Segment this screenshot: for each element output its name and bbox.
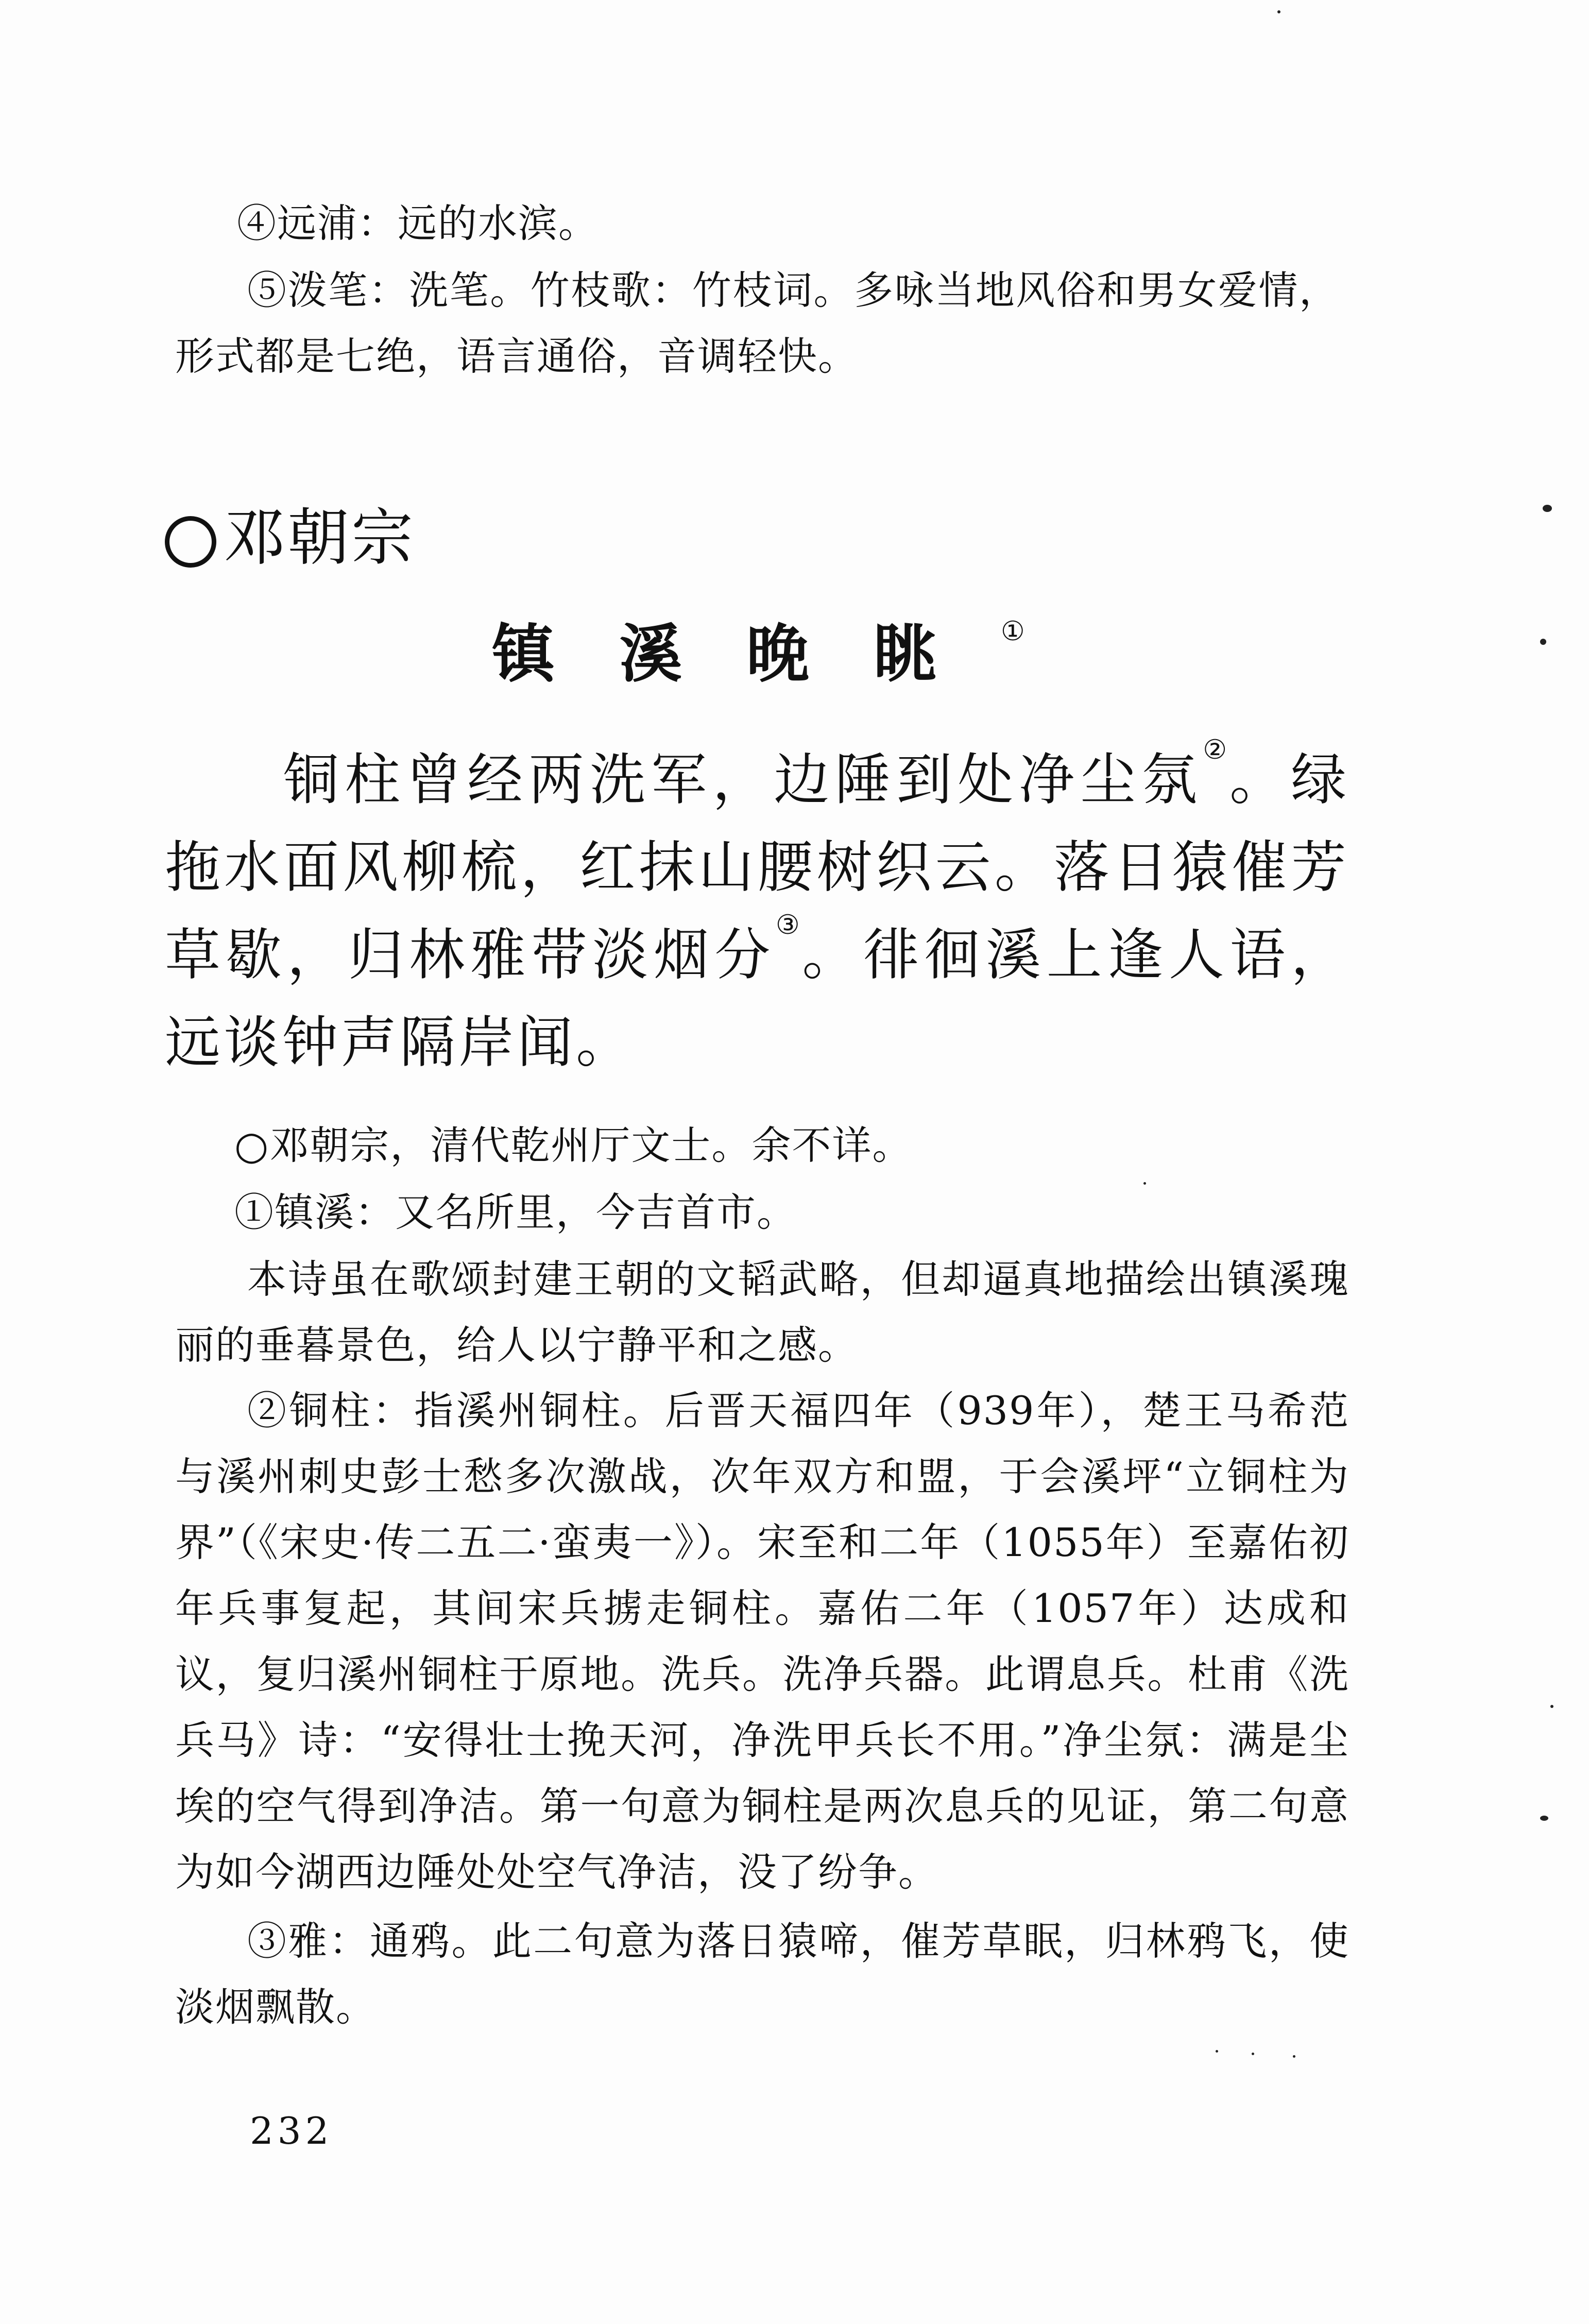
scan-speck <box>1543 505 1552 512</box>
author-name: 邓朝宗 <box>224 502 415 574</box>
poem-body <box>165 734 1349 1087</box>
scan-speck <box>1143 1182 1146 1185</box>
poem-text-part3: 。徘徊溪上逢人语，远谈钟声隔岸闻。 <box>165 923 1349 1075</box>
note-3: ③雅：通鸦。此二句意为落日猿啼，催芳草眠，归林鸦飞，使淡烟飘散。 <box>175 1918 1349 2030</box>
scan-speck <box>1252 2053 1254 2055</box>
author-note: ○邓朝宗，清代乾州厅文士。余不详。 <box>234 1122 913 1168</box>
summary-note: 本诗虽在歌颂封建王朝的文韬武略，但却逼真地描绘出镇溪瑰丽的垂暮景色，给人以宁静平和之感。 <box>175 1256 1349 1368</box>
poem-title-text: 镇溪晚眺 <box>492 618 1001 691</box>
poem-title <box>492 618 1025 690</box>
scan-speck <box>1540 1816 1548 1821</box>
note-2: ②铜柱：指溪州铜柱。后晋天福四年（939年），楚王马希范与溪州刺史彭士愁多次激战，次年双方和盟，于会溪坪“立铜柱为界”（《宋史·传二五二·蛮夷一》）。宋至和二年（1055年）至嘉佑初年兵事复起，其间宋兵掳走铜柱。嘉佑二年（1057年）达成和议，复归溪州铜柱于原地。洗兵。洗净兵器。此谓息兵。杜甫《洗兵马》诗：“安得壮士挽天河，净洗甲兵长不用。”净尘氛：满是尘埃的空气得到净洁。第一句意为铜柱是两次息兵的见证，第二句意为如今湖西边陲处处空气净洁，没了纷争。 <box>175 1388 1349 1895</box>
note-4: ④远浦：远的水滨。 <box>237 200 599 246</box>
title-footnote-ref: ① <box>1001 616 1025 647</box>
author-heading <box>165 502 415 574</box>
scan-speck <box>1540 639 1546 645</box>
scan-speck <box>1550 1705 1553 1708</box>
scan-speck <box>1277 10 1280 13</box>
footnote-ref-2: ② <box>1203 734 1229 765</box>
page-number: 232 <box>250 2109 333 2152</box>
note-1: ①镇溪：又名所里，今吉首市。 <box>234 1189 797 1235</box>
scan-speck <box>1293 2055 1295 2058</box>
circle-marker-icon <box>165 516 216 568</box>
note-5: ⑤泼笔：洗笔。竹枝歌：竹枝词。多咏当地风俗和男女爱情，形式都是七绝，语言通俗，音调轻快。 <box>175 267 1339 379</box>
footnote-ref-3: ③ <box>775 910 802 941</box>
poem-text-part1: 铜柱曾经两洗军，边陲到处净尘氛 <box>283 748 1203 812</box>
scan-speck <box>1216 2050 1218 2053</box>
poem-text-part2: 。绿拖水面风柳梳，红抹山腰树织云。落日猿催芳草歇，归林雅带淡烟分 <box>165 748 1349 987</box>
